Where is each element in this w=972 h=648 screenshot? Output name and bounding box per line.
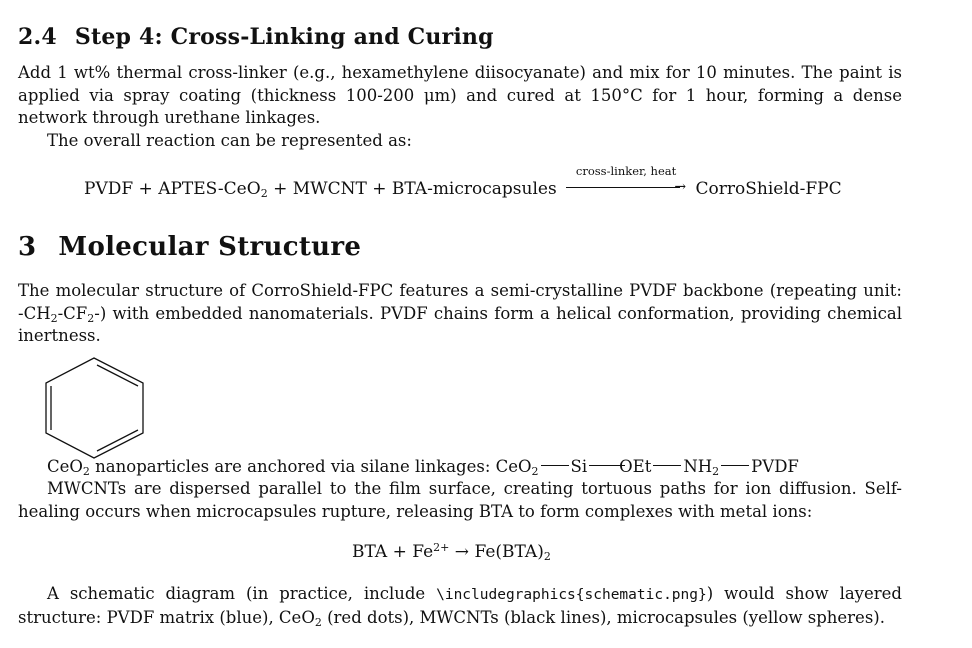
text: CeO	[47, 457, 83, 476]
bond	[541, 465, 569, 466]
subscript: 2	[712, 465, 720, 478]
text: PVDF	[751, 457, 799, 476]
paragraph-mwcnt: MWCNTs are dispersed parallel to the film surface, creating tortuous paths for ion diffusion. Self-healing occurs when microcapsules rupture, releasing BTA to form complexes with metal ions:	[18, 479, 902, 521]
text: The molecular structure of CorroShield-FPC features a semi-crystalline PVDF backbone (repeating unit: -CH	[18, 281, 902, 323]
text: Si	[570, 457, 588, 476]
superscript: 2+	[433, 541, 450, 554]
section-number: 3	[18, 232, 37, 262]
subscript: 2	[543, 550, 551, 563]
arrow-icon: →	[454, 542, 470, 562]
code-snippet: \includegraphics{schematic.png}	[436, 587, 707, 603]
subscript: 2	[314, 615, 322, 629]
paragraph-crosslinking: Add 1 wt% thermal cross-linker (e.g., hexamethylene diisocyanate) and mix for 10 minutes. The paint is applied via spray coating (thickness 100-200 μm) and cured at 150°C for 1 hour, forming a dense network through urethane linkages.	[18, 63, 902, 127]
section-title: Molecular Structure	[58, 232, 362, 262]
bond	[721, 465, 749, 466]
arrow-label: cross-linker, heat	[575, 164, 677, 178]
subscript: 2	[50, 311, 58, 325]
text: NH	[683, 457, 713, 476]
benzene-ring-figure	[44, 356, 146, 460]
subscript: 2	[87, 311, 95, 325]
text: nanoparticles are anchored via silane linkages: CeO	[89, 457, 532, 476]
eq1-right: CorroShield-FPC	[695, 179, 842, 199]
arrow-head-icon: →	[674, 179, 687, 195]
subscript: 2	[531, 465, 539, 478]
text: A schematic diagram (in practice, include	[47, 584, 437, 603]
text: -CF	[57, 303, 88, 323]
text: ) would show layered structure: PVDF matrix (blue), CeO	[18, 584, 902, 627]
paragraph-silane	[47, 456, 799, 479]
section-number: 2.4	[18, 24, 57, 50]
text: -) with embedded nanomaterials. PVDF chains form a helical conformation, providing chemical inertness.	[18, 303, 902, 345]
text: Fe(BTA)	[474, 542, 544, 562]
subscript: 2	[82, 465, 90, 478]
double-bond-top	[97, 365, 138, 386]
section-title: Step 4: Cross-Linking and Curing	[74, 24, 494, 50]
equation-bta-complex	[352, 542, 551, 562]
paragraph-schematic	[18, 583, 902, 629]
eq1-sub: 2	[260, 187, 268, 200]
reaction-arrow	[566, 164, 687, 196]
section-heading-3	[18, 232, 361, 262]
benzene-hexagon	[46, 358, 143, 458]
eq1-left: PVDF + APTES-CeO	[84, 179, 261, 199]
bond	[653, 465, 681, 466]
double-bond-bottom	[97, 430, 138, 451]
text: OEt	[619, 457, 652, 476]
text: BTA + Fe	[352, 542, 434, 562]
paragraph-molecular-structure	[18, 280, 902, 348]
paragraph-reaction-intro: The overall reaction can be represented as:	[47, 131, 412, 150]
text: (red dots), MWCNTs (black lines), microcapsules (yellow spheres).	[321, 607, 885, 627]
section-heading-2-4	[18, 24, 494, 50]
eq1-left-rest: + MWCNT + BTA-microcapsules	[267, 179, 557, 199]
equation-overall-reaction	[84, 164, 842, 200]
